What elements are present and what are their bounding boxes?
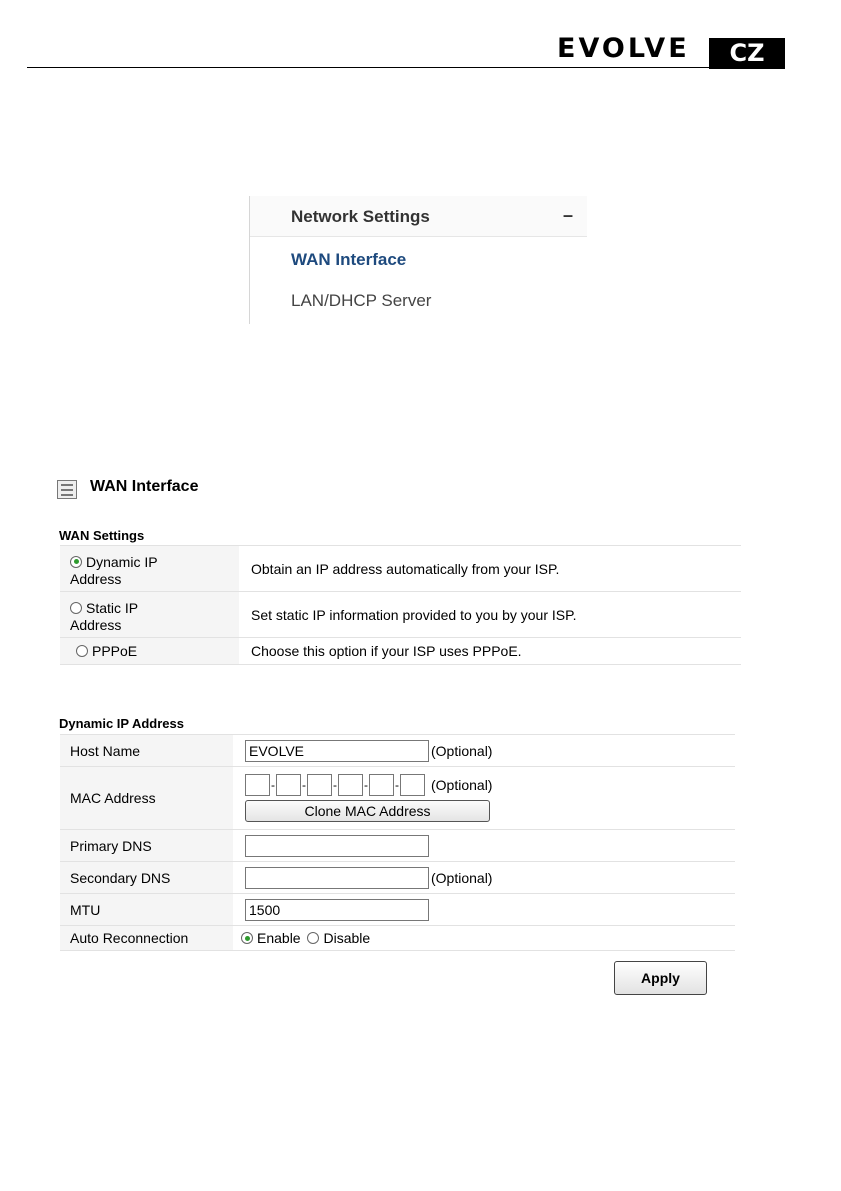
- radio-enable[interactable]: [241, 932, 253, 944]
- mtu-input[interactable]: 1500: [245, 899, 429, 921]
- option-label-line2: Address: [70, 570, 122, 587]
- menu-item-wan-interface[interactable]: WAN Interface: [291, 250, 407, 269]
- secondary-dns-label: Secondary DNS: [60, 862, 233, 894]
- radio-disable[interactable]: [307, 932, 319, 944]
- primary-dns-input[interactable]: [245, 835, 429, 857]
- radio-dynamic-ip[interactable]: [70, 556, 82, 568]
- optional-note: (Optional): [431, 777, 493, 793]
- host-name-input[interactable]: EVOLVE: [245, 740, 429, 762]
- menu-item-lan-dhcp-server[interactable]: LAN/DHCP Server: [291, 291, 432, 310]
- wan-option-dynamic[interactable]: [60, 546, 239, 592]
- wan-settings-title: WAN Settings: [59, 528, 145, 543]
- option-label: PPPoE: [92, 643, 138, 659]
- mac-octet-6[interactable]: [400, 774, 425, 796]
- wan-option-static[interactable]: [60, 592, 239, 638]
- wan-settings-table: [60, 545, 741, 665]
- auto-reconnection-row: [60, 926, 735, 951]
- wan-type-row: [60, 546, 741, 592]
- mtu-row: [60, 894, 735, 926]
- mtu-label: MTU: [60, 894, 233, 926]
- primary-dns-row: [60, 830, 735, 862]
- mac-address-label: MAC Address: [60, 767, 233, 830]
- dynamic-ip-title: Dynamic IP Address: [59, 716, 184, 731]
- language-badge: CZ: [709, 38, 785, 69]
- mac-octet-2[interactable]: [276, 774, 301, 796]
- dynamic-ip-table: [60, 734, 735, 951]
- optional-note: (Optional): [431, 742, 493, 759]
- wan-type-row: [60, 638, 741, 665]
- option-label: Dynamic IP: [86, 553, 158, 570]
- radio-pppoe[interactable]: [76, 645, 88, 657]
- radio-static-ip[interactable]: [70, 602, 82, 614]
- navigation-menu: [249, 196, 587, 324]
- host-name-label: Host Name: [60, 735, 233, 767]
- clone-mac-address-button[interactable]: Clone MAC Address: [245, 800, 490, 822]
- wan-option-pppoe[interactable]: [60, 638, 239, 665]
- menu-section-title: Network Settings: [291, 207, 430, 226]
- option-label-line2: Address: [70, 616, 122, 633]
- mac-octet-5[interactable]: [369, 774, 394, 796]
- wan-option-description: Obtain an IP address automatically from your ISP.: [239, 546, 741, 592]
- wan-option-description: Choose this option if your ISP uses PPPoE.: [239, 638, 741, 665]
- secondary-dns-row: [60, 862, 735, 894]
- mac-octet-4[interactable]: [338, 774, 363, 796]
- wan-option-description: Set static IP information provided to you by your ISP.: [239, 592, 741, 638]
- header-divider: [27, 67, 785, 68]
- auto-reconnection-label: Auto Reconnection: [60, 926, 233, 951]
- apply-button[interactable]: Apply: [614, 961, 707, 995]
- menu-section-network-settings[interactable]: [250, 196, 587, 237]
- host-name-row: [60, 735, 735, 767]
- primary-dns-label: Primary DNS: [60, 830, 233, 862]
- enable-label: Enable: [257, 930, 301, 946]
- page-title-text: WAN Interface: [90, 478, 199, 495]
- brand-logo: EVOLVE: [557, 33, 690, 64]
- wan-type-row: [60, 592, 741, 638]
- mac-octet-1[interactable]: [245, 774, 270, 796]
- secondary-dns-input[interactable]: [245, 867, 429, 889]
- disable-label: Disable: [323, 930, 371, 946]
- mac-address-row: MAC Address - - - - - (Optional) Clone MAC Address: [60, 767, 735, 830]
- optional-note: (Optional): [431, 869, 493, 886]
- page-icon: [57, 480, 77, 499]
- mac-octet-3[interactable]: [307, 774, 332, 796]
- collapse-icon[interactable]: –: [562, 205, 573, 225]
- option-label: Static IP: [86, 599, 139, 616]
